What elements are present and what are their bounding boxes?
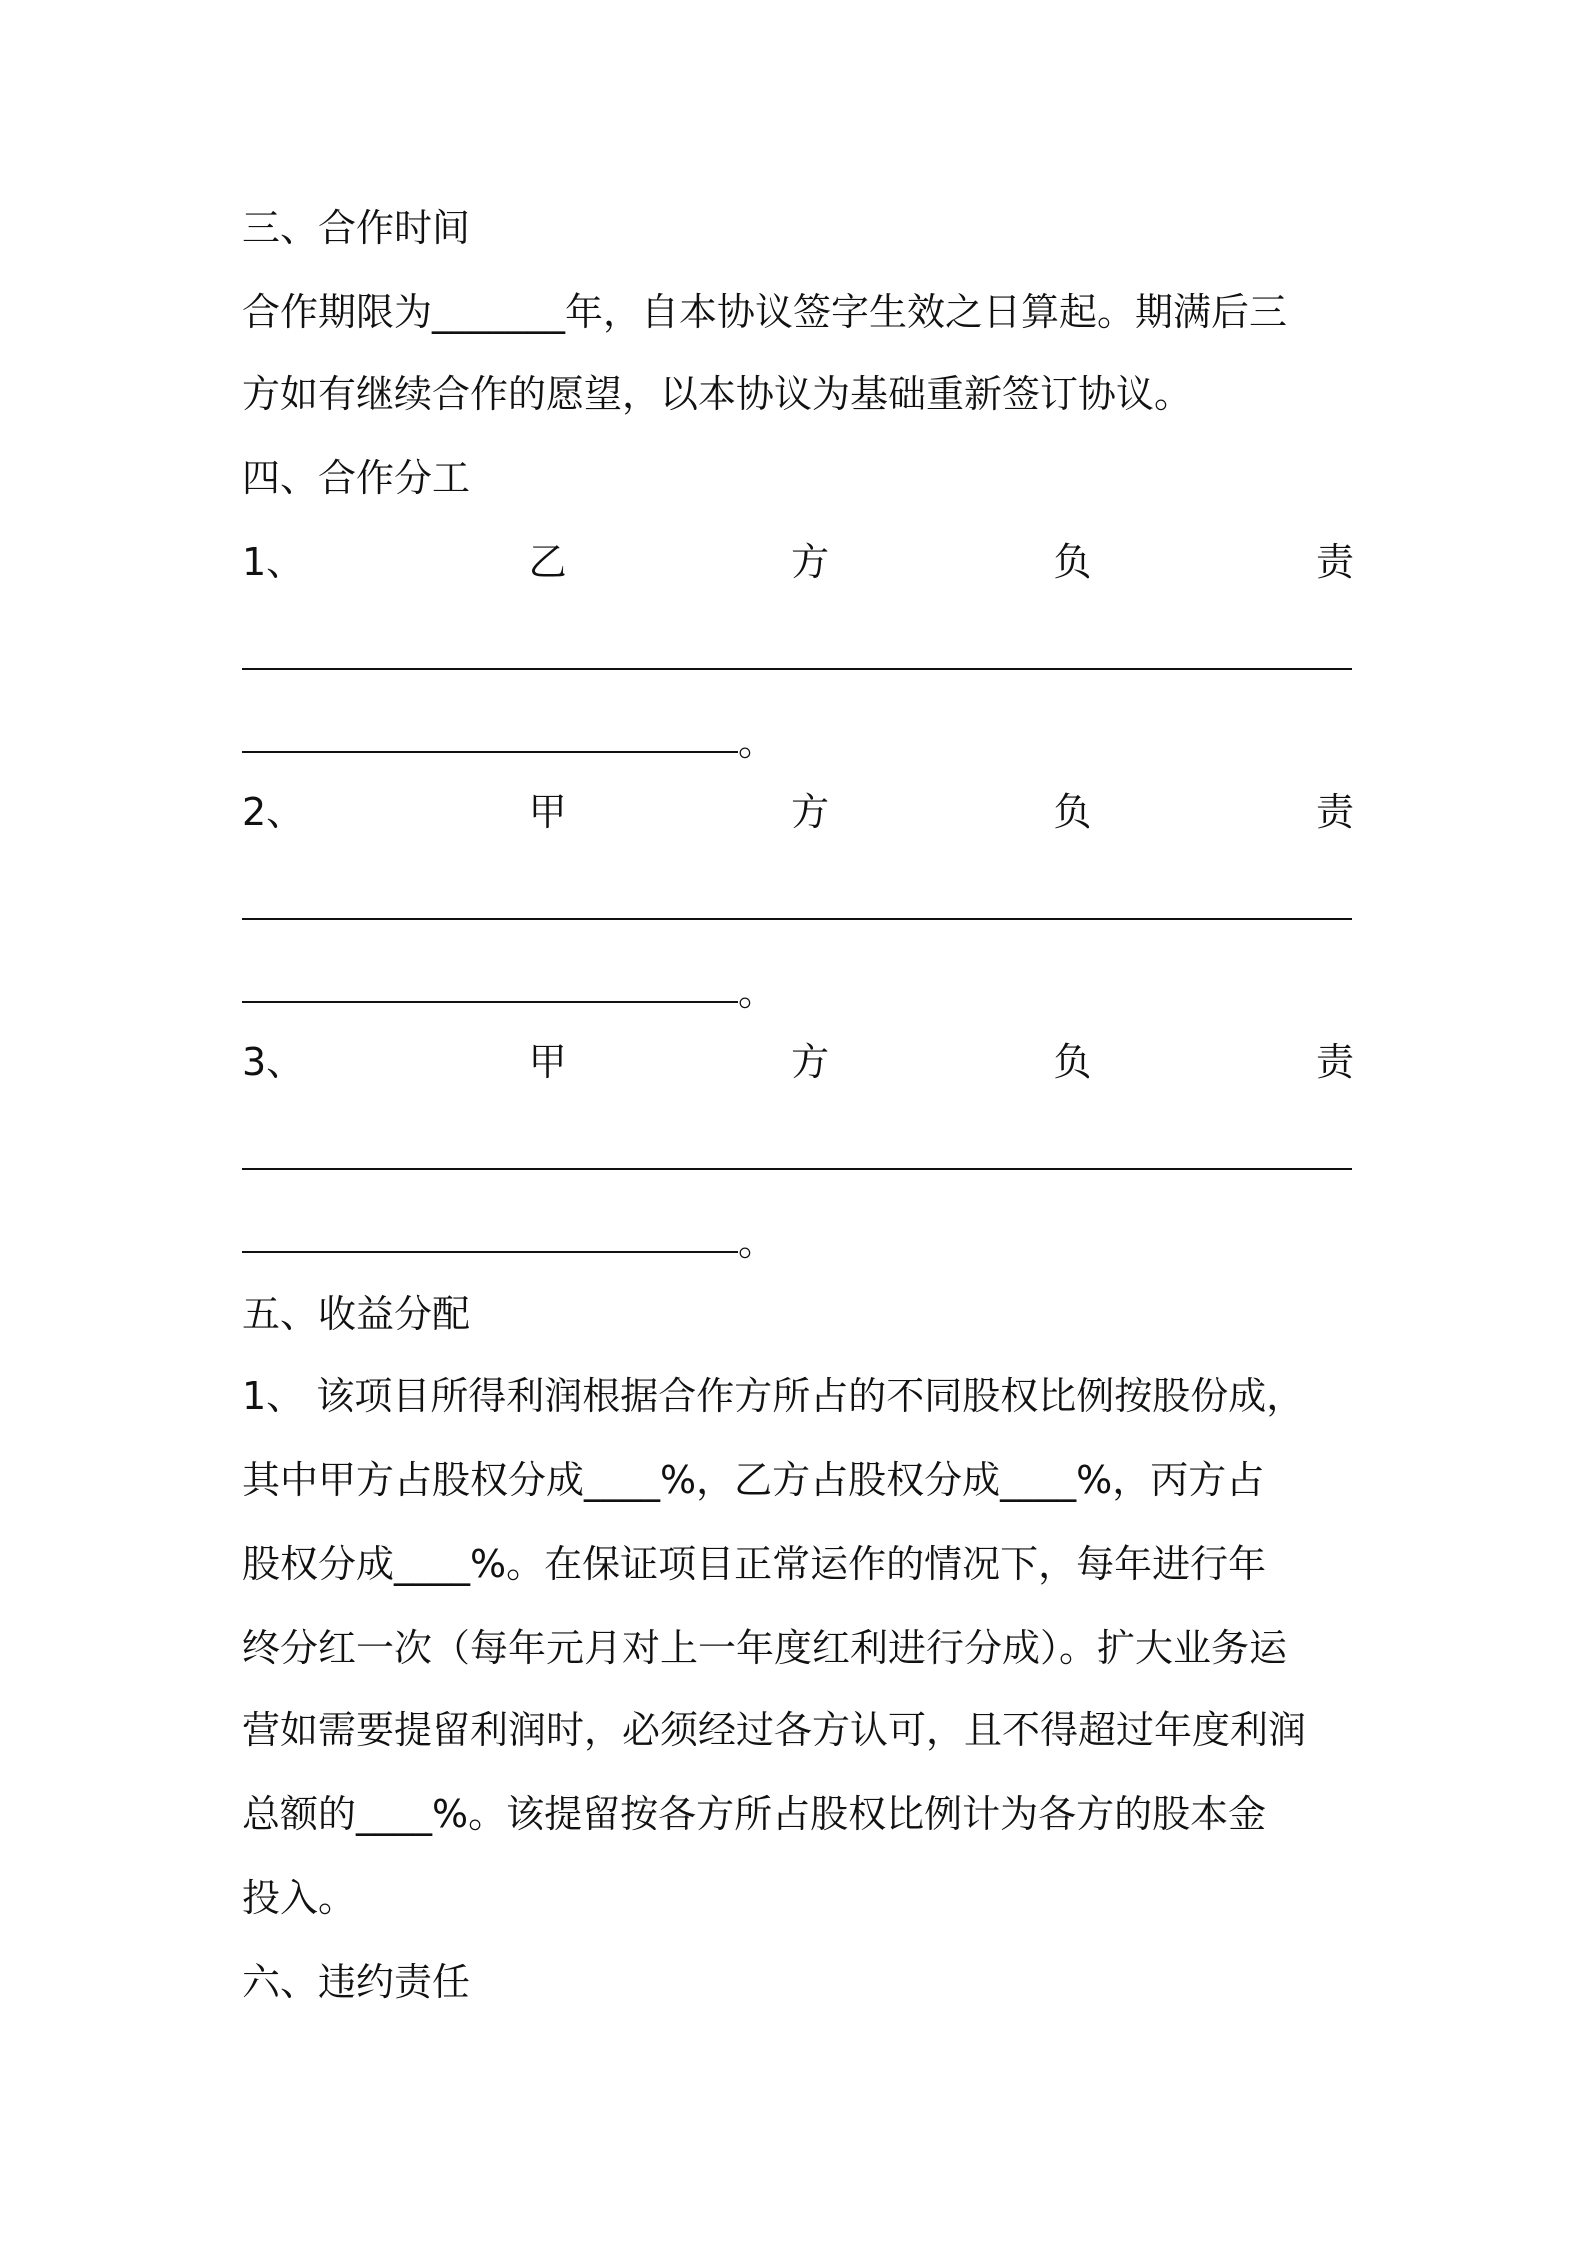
item-char-1: 甲: [528, 790, 567, 834]
section-5-line-7: 投入。: [242, 1876, 357, 1920]
section-5-heading: 五、收益分配: [242, 1292, 471, 1336]
item-number: 1、: [242, 540, 305, 584]
item-char-2: 方: [791, 790, 830, 834]
section-6-heading: 六、违约责任: [242, 1960, 471, 2004]
division-item-3: [242, 1032, 1354, 1092]
fill-in-blank-line: [242, 668, 1352, 670]
fill-in-blank-line-short: [242, 1001, 738, 1003]
item-1-end-mark: 。: [738, 720, 777, 764]
section-5-line-5: 营如需要提留利润时，必须经过各方认可，且不得超过年度利润: [242, 1708, 1307, 1752]
fill-in-blank-line: [242, 1168, 1352, 1170]
item-char-4: 责: [1315, 790, 1354, 834]
item-number: 2、: [242, 790, 305, 834]
item-3-end-mark: 。: [738, 1220, 777, 1264]
item-char-2: 方: [791, 540, 830, 584]
item-char-3: 负: [1053, 1040, 1092, 1084]
section-5-line-6: 总额的____%。该提留按各方所占股权比例计为各方的股本金: [242, 1792, 1267, 1836]
item-char-3: 负: [1053, 540, 1092, 584]
fill-in-blank-line-short: [242, 1251, 738, 1253]
item-char-3: 负: [1053, 790, 1092, 834]
section-3-heading: 三、合作时间: [242, 206, 471, 250]
division-item-2: [242, 782, 1354, 842]
item-char-4: 责: [1315, 540, 1354, 584]
section-5-line-4: 终分红一次（每年元月对上一年度红利进行分成）。扩大业务运: [242, 1626, 1288, 1670]
division-item-1: [242, 532, 1354, 592]
section-5-line-3: 股权分成____%。在保证项目正常运作的情况下，每年进行年: [242, 1542, 1267, 1586]
item-char-2: 方: [791, 1040, 830, 1084]
item-char-4: 责: [1315, 1040, 1354, 1084]
section-5-line-1: 1、 该项目所得利润根据合作方所占的不同股权比例按股份成，: [242, 1374, 1305, 1418]
item-char-1: 乙: [528, 540, 567, 584]
section-5-line-2: 其中甲方占股权分成____%，乙方占股权分成____%，丙方占: [242, 1458, 1265, 1502]
section-4-heading: 四、合作分工: [242, 456, 471, 500]
fill-in-blank-line: [242, 918, 1352, 920]
fill-in-blank-line-short: [242, 751, 738, 753]
section-3-line-1: 合作期限为_______年，自本协议签字生效之日算起。期满后三: [242, 290, 1288, 334]
section-3-line-2: 方如有继续合作的愿望，以本协议为基础重新签订协议。: [242, 372, 1193, 416]
item-char-1: 甲: [528, 1040, 567, 1084]
item-number: 3、: [242, 1040, 305, 1084]
item-2-end-mark: 。: [738, 970, 777, 1014]
